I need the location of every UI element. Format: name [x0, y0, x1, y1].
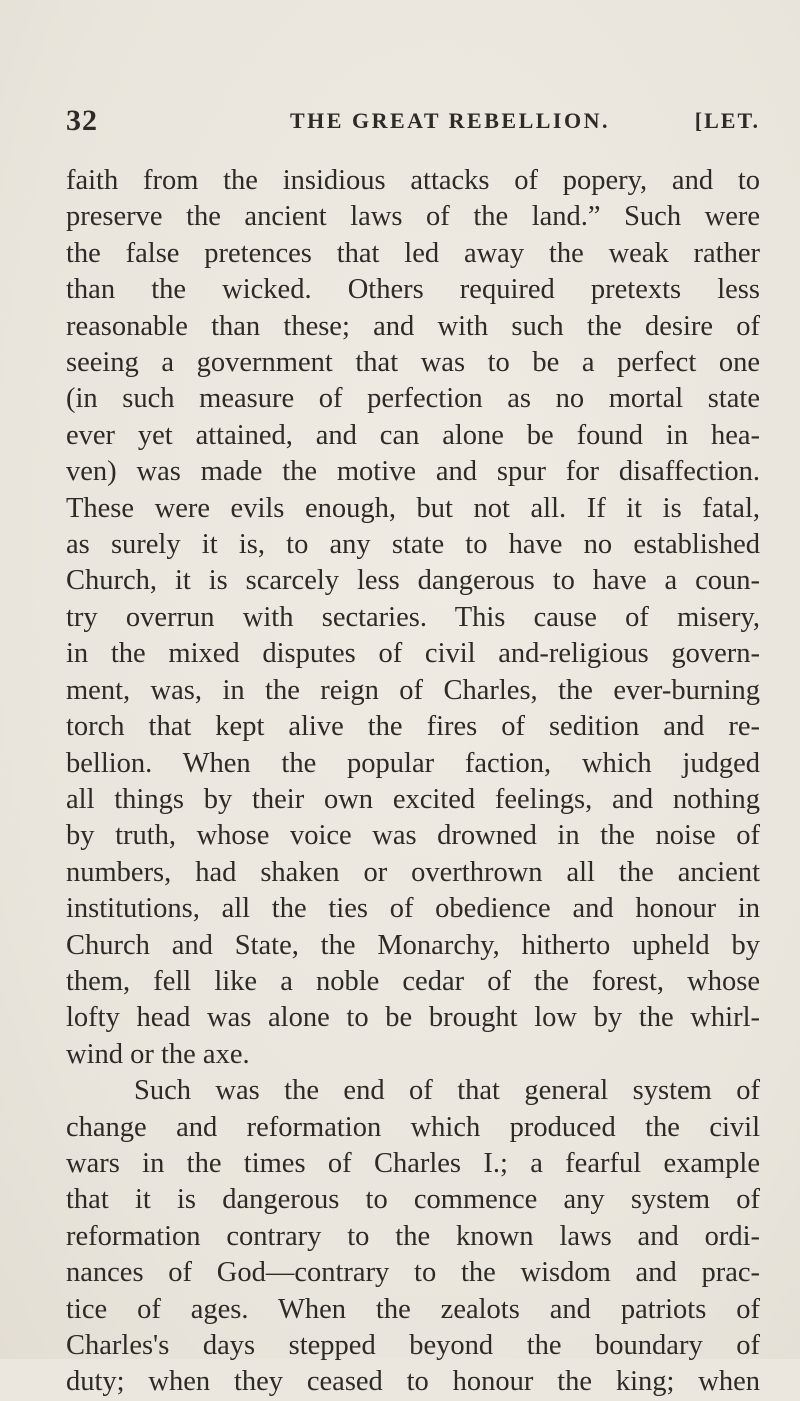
text-line: These were evils enough, but not all. If it is fatal,: [66, 492, 760, 524]
text-line: tice of ages. When the zealots and patriots of: [66, 1293, 760, 1325]
running-head: [66, 104, 760, 144]
text-line: lofty head was alone to be brought low by the whirl-: [66, 1002, 760, 1034]
text-line: Church, it is scarcely less dangerous to have a coun-: [66, 565, 760, 597]
text-line: try overrun with sectaries. This cause of misery,: [66, 601, 760, 633]
text-line: reformation contrary to the known laws and ordi-: [66, 1220, 760, 1252]
text-line: (in such measure of perfection as no mortal state: [66, 383, 760, 415]
text-line: torch that kept alive the fires of sedition and re-: [66, 711, 760, 743]
text-line: change and reformation which produced the civil: [66, 1111, 760, 1143]
text-line: seeing a government that was to be a perfect one: [66, 347, 760, 379]
text-line: reasonable than these; and with such the desire of: [66, 310, 760, 342]
text-line: nances of God—contrary to the wisdom and prac-: [66, 1257, 760, 1289]
section-mark: [LET.: [694, 108, 760, 133]
text-line: Charles's days stepped beyond the boundary of: [66, 1330, 760, 1361]
page-number: 32: [66, 104, 98, 137]
text-line: than the wicked. Others required pretexts less: [66, 274, 760, 306]
text-line: as surely it is, to any state to have no established: [66, 529, 760, 561]
text-line: preserve the ancient laws of the land.” Such were: [66, 201, 760, 233]
text-line: bellion. When the popular faction, which judged: [66, 747, 760, 779]
text-line: duty; when they ceased to honour the king; when: [66, 1366, 760, 1398]
running-title: THE GREAT REBELLION.: [290, 108, 610, 133]
text-line: Church and State, the Monarchy, hitherto upheld by: [66, 929, 760, 961]
body-text: [66, 163, 760, 1401]
text-line: by truth, whose voice was drowned in the noise of: [66, 820, 760, 852]
text-line: faith from the insidious attacks of popery, and to: [66, 165, 760, 196]
text-line: that it is dangerous to commence any system of: [66, 1184, 760, 1216]
text-line: wars in the times of Charles I.; a fearful example: [66, 1147, 760, 1179]
text-line-paragraph-start: Such was the end of that general system of: [134, 1075, 760, 1107]
text-line: institutions, all the ties of obedience and honour in: [66, 893, 760, 925]
text-line: them, fell like a noble cedar of the forest, whose: [66, 965, 760, 997]
text-line: ment, was, in the reign of Charles, the ever-burning: [66, 674, 760, 706]
text-line: in the mixed disputes of civil and-religious govern-: [66, 638, 760, 670]
text-line: ven) was made the motive and spur for disaffection.: [66, 456, 760, 488]
text-line: all things by their own excited feelings, and nothing: [66, 783, 760, 815]
text-line: wind or the axe.: [66, 1038, 250, 1070]
text-line: the false pretences that led away the weak rather: [66, 237, 760, 269]
text-line: numbers, had shaken or overthrown all the ancient: [66, 856, 760, 888]
text-line: ever yet attained, and can alone be found in hea-: [66, 419, 760, 451]
